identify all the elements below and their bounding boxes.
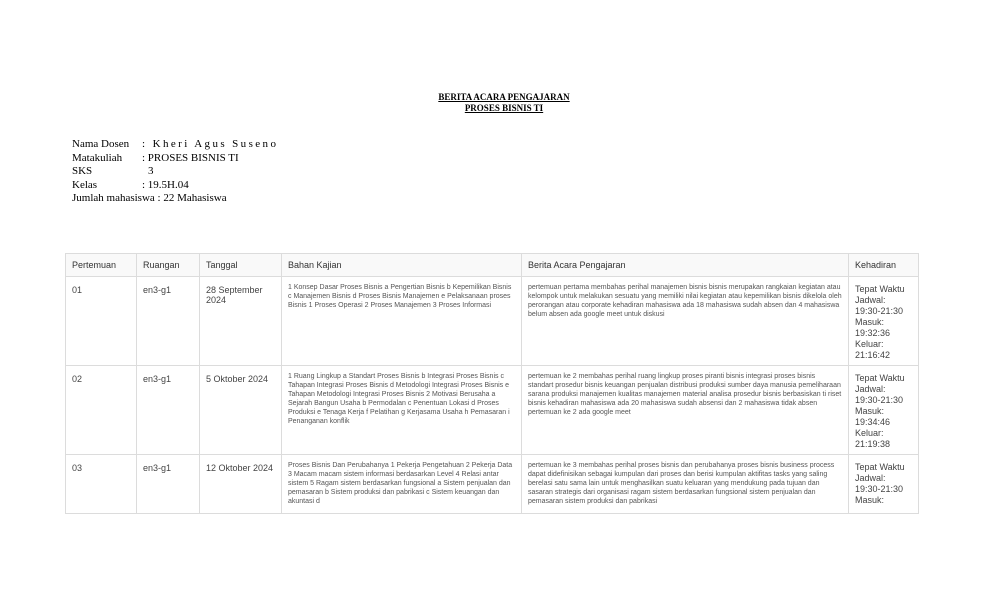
cell-tanggal: 28 September 2024	[200, 277, 282, 366]
course-info	[72, 138, 278, 206]
kehadiran-masuk: 19:32:36	[855, 328, 891, 338]
header-tanggal: Tanggal	[200, 254, 282, 277]
sks-label: SKS	[72, 165, 93, 177]
header-ruangan: Ruangan	[137, 254, 200, 277]
matakuliah-value: : PROSES BISNIS TI	[142, 151, 239, 164]
dosen-value: : Kheri Agus Suseno	[142, 138, 279, 150]
berita-acara-text: pertemuan ke 3 membahas perihal proses bisnis dan perubahanya proses bisnis business process dapat didefinisikan sebagai kumpulan dari proses dan berisi kumpulan aktifitas tasks yang saling berelasi satu sama lain untuk menghasilkan suatu keluaran yang mendukung pada tujuan dan sasaran strategis dari organisasi ragam sistem berdasarkan fungsional sistem penjualan dan pemasaran sistem produksi dan pabrikasi	[528, 462, 835, 506]
berita-acara-table	[65, 253, 919, 514]
kehadiran-masuk-label: Masuk:	[855, 406, 885, 416]
jumlah-mahasiswa: Jumlah mahasiswa : 22 Mahasiswa	[72, 192, 227, 204]
cell-kehadiran	[849, 366, 919, 455]
kelas-label: Kelas	[72, 178, 98, 191]
header-pertemuan: Pertemuan	[66, 254, 137, 277]
info-row-sks	[72, 165, 278, 179]
cell-tanggal: 5 Oktober 2024	[200, 366, 282, 455]
kehadiran-keluar: 21:16:42	[855, 350, 891, 360]
header-kehadiran: Kehadiran	[849, 254, 919, 277]
kehadiran-jadwal: 19:30-21:30	[855, 395, 904, 405]
cell-ruangan: en3-g1	[137, 366, 200, 455]
cell-berita-acara: pertemuan pertama membahas perihal manajemen bisnis bisnis merupakan rangkaian kegiatan atau kelompok untuk melakukan sesuatu yang memiliki nilai kegiatan atau kepemilikan bisnis dikelola oleh perorangan atau corporate kehadiran mahasiswa ada 18 mahasiswa sudah absen dan 4 mahasiswa belum absen ada google meet untuk diskusi	[522, 277, 849, 366]
cell-tanggal: 12 Oktober 2024	[200, 455, 282, 514]
document-subtitle: PROSES BISNIS TI	[464, 103, 544, 113]
kehadiran-keluar-label: Keluar:	[855, 339, 884, 349]
info-row-kelas	[72, 179, 278, 193]
kehadiran-keluar: 21:19:38	[855, 439, 891, 449]
cell-pertemuan: 01	[66, 277, 137, 366]
kehadiran-masuk: 19:34:46	[855, 417, 891, 427]
cell-kehadiran	[849, 277, 919, 366]
cell-pertemuan: 03	[66, 455, 137, 514]
header-berita-acara: Berita Acara Pengajaran	[522, 254, 849, 277]
matakuliah-label: Matakuliah	[72, 151, 123, 164]
cell-bahan-kajian: 1 Ruang Lingkup a Standart Proses Bisnis b Integrasi Proses Bisnis c Tahapan Integrasi Proses Bisnis d Metodologi Integrasi Proses Bisnis e Tahapan Metodologi Integrasi Proses Bisnis 2 Motivasi Berusaha a Sejarah Bangun Usaha b Permodalan c Penentuan Lokasi d Proses Produksi e Tenaga Kerja f Pelatihan g Kerjasama Usaha h Pemasaran i Penanganan konflik	[282, 366, 522, 455]
cell-bahan-kajian	[282, 455, 522, 514]
cell-berita-acara: pertemuan ke 2 membahas perihal ruang lingkup proses piranti bisnis integrasi proses bisnis standart prosedur bisnis keuangan penjualan distribusi produksi sumber daya manusia pemeliharaan sarana produksi manajemen kualitas manajemen material analisa prosedur bisnis berbasiskan ti riset bisnis kehadiran mahasiswa ada 20 mahasiswa sudah absensi dan 2 mahasiswa tidak absen pertemuan ke 2 ada google meet	[522, 366, 849, 455]
table-row	[66, 277, 919, 366]
kehadiran-jadwal-label: Jadwal:	[855, 384, 886, 394]
kehadiran-status: Tepat Waktu	[855, 284, 905, 294]
cell-pertemuan: 02	[66, 366, 137, 455]
cell-kehadiran	[849, 455, 919, 514]
info-row-matakuliah	[72, 152, 278, 166]
kehadiran-jadwal-label: Jadwal:	[855, 295, 886, 305]
sks-value: 3	[148, 165, 154, 177]
table-header-row	[66, 254, 919, 277]
kehadiran-keluar-label: Keluar:	[855, 428, 884, 438]
document-title: BERITA ACARA PENGAJARAN	[438, 92, 570, 102]
cell-ruangan: en3-g1	[137, 455, 200, 514]
table-row	[66, 366, 919, 455]
info-row-dosen	[72, 138, 278, 152]
info-row-jumlah	[72, 192, 278, 206]
kehadiran-jadwal-label: Jadwal:	[855, 473, 886, 483]
kehadiran-jadwal: 19:30-21:30	[855, 306, 904, 316]
table-row	[66, 455, 919, 514]
kehadiran-status: Tepat Waktu	[855, 462, 905, 472]
kehadiran-lines	[855, 462, 912, 506]
bahan-kajian-text: Proses Bisnis Dan Perubahanya 1 Pekerja Pengetahuan 2 Pekerja Data 3 Macam macam sistem informasi berdasarkan Level 4 Relasi antar sistem 5 Ragam sistem berdasarkan fungsional a Sistem penjualan dan pemasaran b Sistem produksi dan pabrikasi c Sistem keuangan dan akuntasi d	[288, 462, 513, 506]
kehadiran-masuk-label: Masuk:	[855, 495, 885, 505]
cell-ruangan: en3-g1	[137, 277, 200, 366]
dosen-label: Nama Dosen	[72, 138, 130, 150]
kehadiran-status: Tepat Waktu	[855, 373, 905, 383]
kehadiran-masuk-label: Masuk:	[855, 317, 885, 327]
kelas-value: : 19.5H.04	[142, 178, 189, 191]
header-bahan-kajian: Bahan Kajian	[282, 254, 522, 277]
cell-berita-acara	[522, 455, 849, 514]
cell-bahan-kajian: 1 Konsep Dasar Proses Bisnis a Pengertian Bisnis b Kepemilikan Bisnis c Manajemen Bisnis d Proses Bisnis Manajemen e Pelaksanaan proses Bisnis 1 Proses Operasi 2 Proses Manajemen 3 Proses Informasi	[282, 277, 522, 366]
kehadiran-jadwal: 19:30-21:30	[855, 484, 904, 494]
